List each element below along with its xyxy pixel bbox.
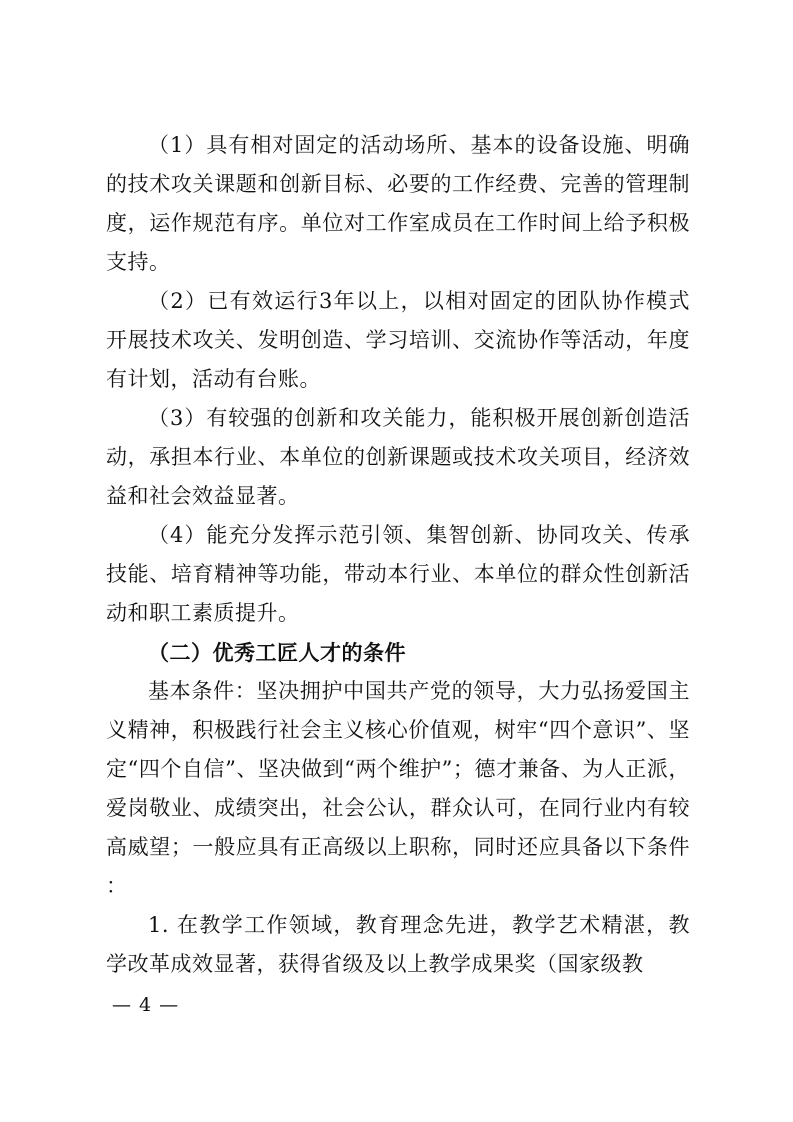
- document-body: [106, 126, 690, 984]
- paragraph-condition-4: （4）能充分发挥示范引领、集智创新、协同攻关、传承技能、培育精神等功能，带动本行业、本单位的群众性创新活动和职工素质提升。: [106, 523, 690, 625]
- paragraph-basic-conditions: 基本条件：坚决拥护中国共产党的领导，大力弘扬爱国主义精神，积极践行社会主义核心价值观，树牢“四个意识”、坚定“四个自信”、坚决做到“两个维护”；德才兼备、为人正派，爱岗敬业、成绩突出，社会公认，群众认可，在同行业内有较高威望；一般应具有正高级以上职称，同时还应具备以下条件：: [106, 679, 690, 898]
- paragraph-condition-1: （1）具有相对固定的活动场所、基本的设备设施、明确的技术攻关课题和创新目标、必要的工作经费、完善的管理制度，运作规范有序。单位对工作室成员在工作时间上给予积极支持。: [106, 133, 690, 274]
- section-heading: （二）优秀工匠人才的条件: [148, 640, 406, 665]
- paragraph-condition-2: （2）已有效运行3年以上，以相对固定的团队协作模式开展技术攻关、发明创造、学习培训、交流协作等活动，年度有计划，活动有台账。: [106, 289, 690, 391]
- paragraph-condition-3: （3）有较强的创新和攻关能力，能积极开展创新创造活动，承担本行业、本单位的创新课题或技术攻关项目，经济效益和社会效益显著。: [106, 406, 690, 508]
- page-number: — 4 —: [112, 994, 180, 1016]
- paragraph-item-1: 1. 在教学工作领域，教育理念先进，教学艺术精湛，教学改革成效显著，获得省级及以上教学成果奖（国家级教: [106, 913, 690, 976]
